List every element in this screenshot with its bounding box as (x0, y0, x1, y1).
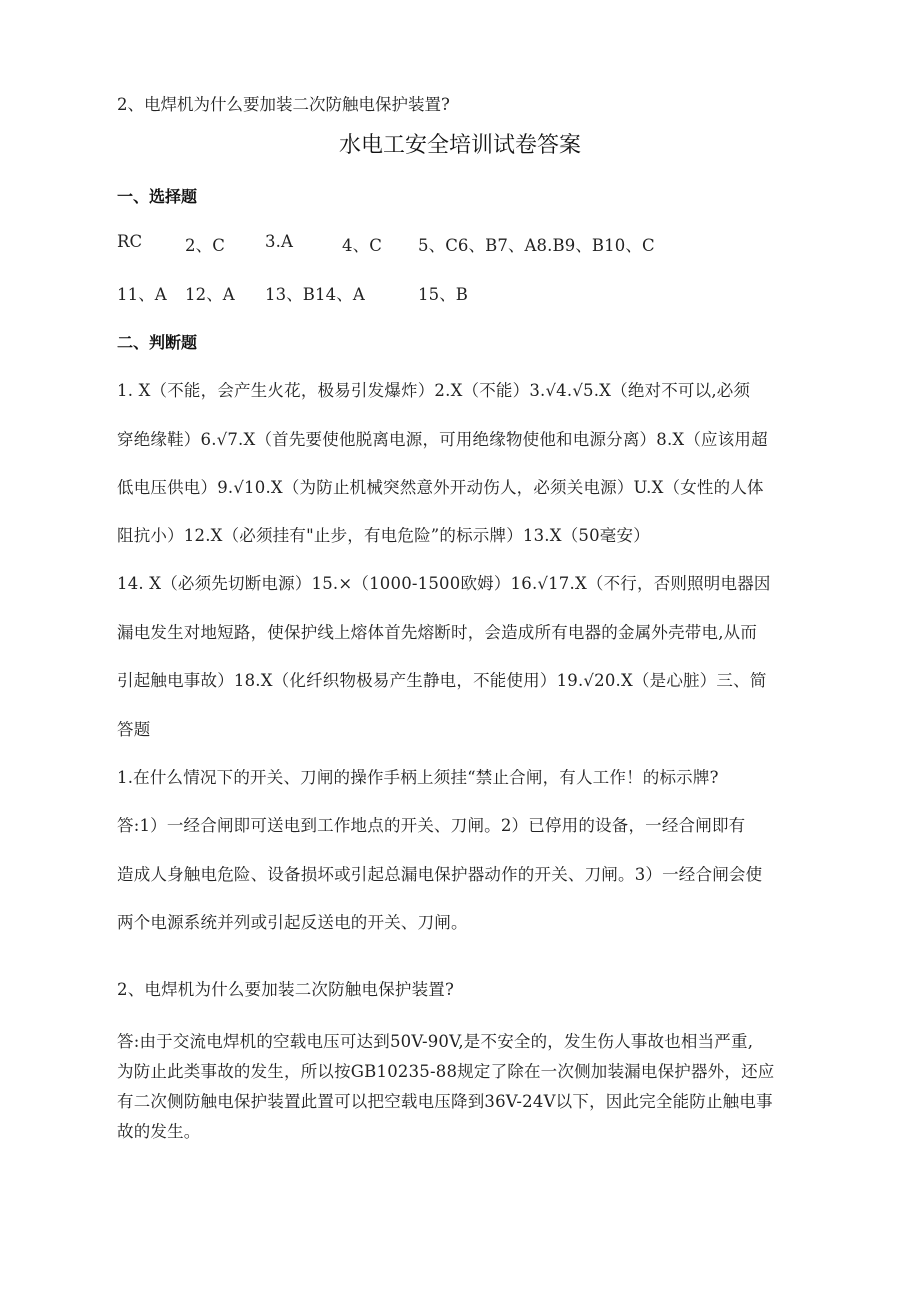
choice-answer: 12、A (185, 285, 235, 304)
section-heading-judgement: 二、判断题 (117, 333, 198, 352)
short-answer-2-line: 故的发生。 (117, 1122, 201, 1141)
short-answer-1-line: 答:1）一经合闸即可送电到工作地点的开关、刀闸。2）已停用的设备，一经合闸即有 (117, 816, 746, 835)
choice-answer: 4、C (342, 236, 382, 255)
judgement-line: 1. X（不能，会产生火花，极易引发爆炸）2.X（不能）3.√4.√5.X（绝对不可以,必须 (117, 381, 751, 400)
short-answer-1-line: 两个电源系统并列或引起反送电的开关、刀闸。 (117, 913, 468, 932)
choice-answer: 2、C (185, 236, 225, 255)
short-answer-question-2: 2、电焊机为什么要加装二次防触电保护装置? (117, 980, 455, 999)
choice-answer: 5、C6、B7、A8.B9、B10、C (418, 236, 655, 255)
judgement-line: 低电压供电）9.√10.X（为防止机械突然意外开动伤人，必须关电源）U.X（女性的人体 (117, 478, 764, 497)
choice-answer: 15、B (418, 285, 469, 304)
judgement-line: 答题 (117, 720, 151, 739)
short-answer-2-line: 为防止此类事故的发生，所以按GB10235-88规定了除在一次侧加装漏电保护器外，还应 (117, 1062, 775, 1081)
judgement-line: 引起触电事故）18.X（化纤织物极易产生静电，不能使用）19.√20.X（是心脏）三、简 (117, 671, 767, 690)
section-heading-choice: 一、选择题 (117, 187, 198, 206)
judgement-line: 漏电发生对地短路，使保护线上熔体首先熔断时，会造成所有电器的金属外壳带电,从而 (117, 623, 758, 642)
short-answer-1-line: 造成人身触电危险、设备损坏或引起总漏电保护器动作的开关、刀闸。3）一经合闸会使 (117, 865, 763, 884)
choice-answer: 11、A (117, 285, 167, 304)
choice-answer: RC (117, 232, 143, 251)
judgement-line: 穿绝缘鞋）6.√7.X（首先要使他脱离电源，可用绝缘物使他和电源分离）8.X（应该用超 (117, 430, 768, 449)
short-answer-question-1: 1.在什么情况下的开关、刀闸的操作手柄上须挂“禁止合闸，有人工作！的标示牌? (117, 768, 719, 787)
top-question: 2、电焊机为什么要加装二次防触电保护装置? (117, 95, 450, 114)
choice-answer: 3.A (265, 232, 293, 251)
choice-answer: 13、B14、A (265, 285, 365, 304)
page-title: 水电工安全培训试卷答案 (338, 133, 581, 158)
short-answer-2-line: 有二次侧防触电保护装置此置可以把空载电压降到36V-24V以下，因此完全能防止触电事 (117, 1092, 773, 1111)
judgement-line: 阻抗小）12.X（必须挂有"止步，有电危险”的标示牌）13.X（50毫安） (117, 526, 650, 545)
short-answer-2-line: 答:由于交流电焊机的空载电压可达到50V-90V,是不安全的，发生伤人事故也相当严重, (117, 1032, 754, 1051)
judgement-line: 14. X（必须先切断电源）15.×（1000-1500欧姆）16.√17.X（不行，否则照明电器因 (117, 574, 771, 593)
